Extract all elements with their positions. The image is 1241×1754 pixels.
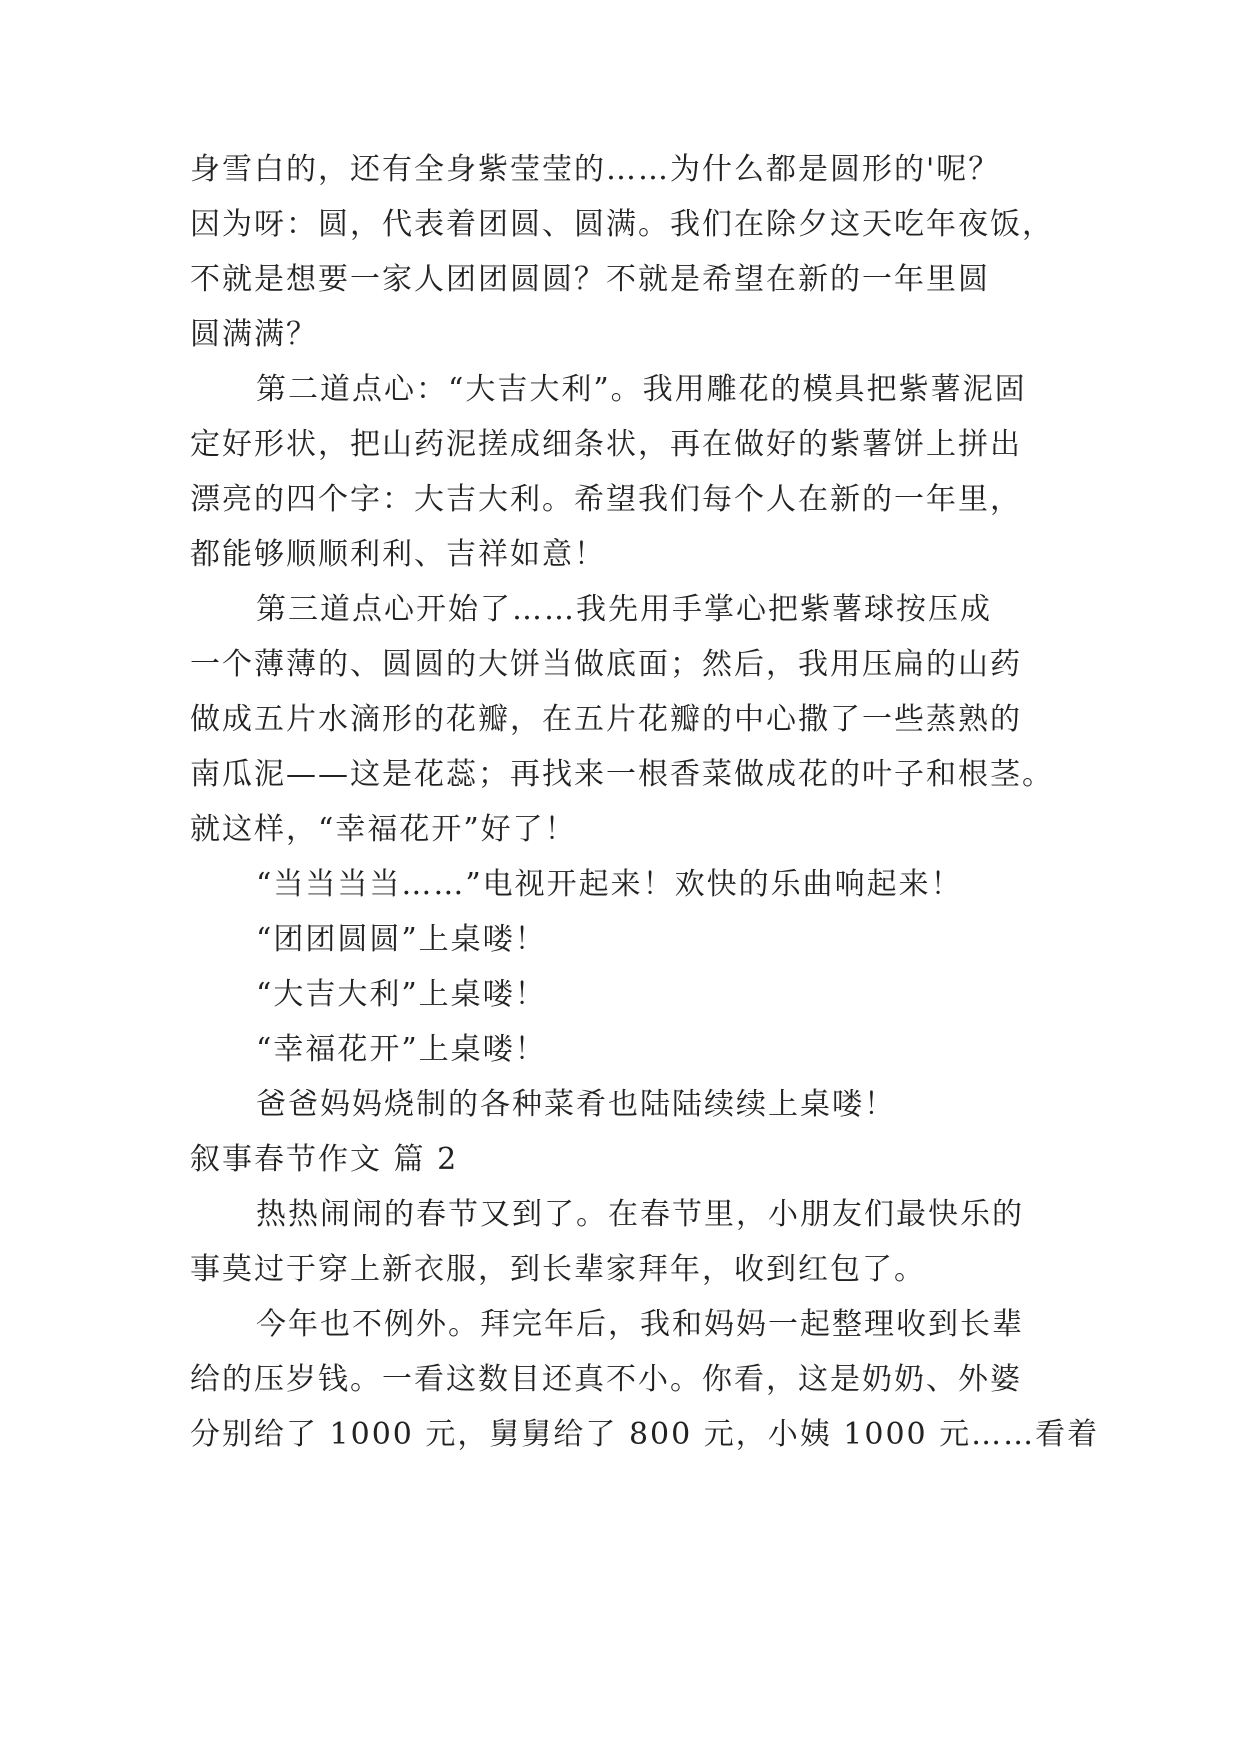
paragraph-line: “幸福花开”上桌喽！ — [256, 1032, 547, 1067]
paragraph-line: 第二道点心：“大吉大利”。我用雕花的模具把紫薯泥固 — [256, 372, 1027, 407]
paragraph-line: 南瓜泥——这是花蕊；再找来一根香菜做成花的叶子和根茎。 — [190, 757, 1054, 792]
paragraph-line: 定好形状，把山药泥搓成细条状，再在做好的紫薯饼上拼出 — [190, 427, 1022, 462]
paragraph-line: 都能够顺顺利利、吉祥如意！ — [190, 537, 606, 572]
paragraph-line: 热热闹闹的春节又到了。在春节里，小朋友们最快乐的 — [256, 1197, 1024, 1232]
paragraph-line: 不就是想要一家人团团圆圆？不就是希望在新的一年里圆 — [190, 262, 990, 297]
paragraph-line: 因为呀：圆，代表着团圆、圆满。我们在除夕这天吃年夜饭， — [190, 207, 1054, 242]
paragraph-line: 今年也不例外。拜完年后，我和妈妈一起整理收到长辈 — [256, 1307, 1024, 1342]
paragraph-line: 一个薄薄的、圆圆的大饼当做底面；然后，我用压扁的山药 — [190, 647, 1022, 682]
paragraph-line: 做成五片水滴形的花瓣，在五片花瓣的中心撒了一些蒸熟的 — [190, 702, 1022, 737]
paragraph-line: 身雪白的，还有全身紫莹莹的……为什么都是圆形的'呢？ — [190, 152, 1001, 187]
paragraph-line: 漂亮的四个字：大吉大利。希望我们每个人在新的一年里， — [190, 482, 1022, 517]
paragraph-line: 就这样，“幸福花开”好了！ — [190, 812, 577, 847]
paragraph-line: 爸爸妈妈烧制的各种菜肴也陆陆续续上桌喽！ — [256, 1087, 896, 1122]
paragraph-line: 给的压岁钱。一看这数目还真不小。你看，这是奶奶、外婆 — [190, 1362, 1022, 1397]
paragraph-line: 分别给了 1000 元，舅舅给了 800 元，小姨 1000 元……看着 — [190, 1417, 1100, 1452]
paragraph-line: 圆满满？ — [190, 317, 318, 352]
paragraph-line: 第三道点心开始了……我先用手掌心把紫薯球按压成 — [256, 592, 992, 627]
paragraph-line: “大吉大利”上桌喽！ — [256, 977, 547, 1012]
paragraph-line: 事莫过于穿上新衣服，到长辈家拜年，收到红包了。 — [190, 1252, 926, 1287]
section-heading: 叙事春节作文 篇 2 — [190, 1142, 459, 1177]
paragraph-line: “团团圆圆”上桌喽！ — [256, 922, 547, 957]
paragraph-line: “当当当当……”电视开起来！欢快的乐曲响起来！ — [256, 867, 963, 902]
